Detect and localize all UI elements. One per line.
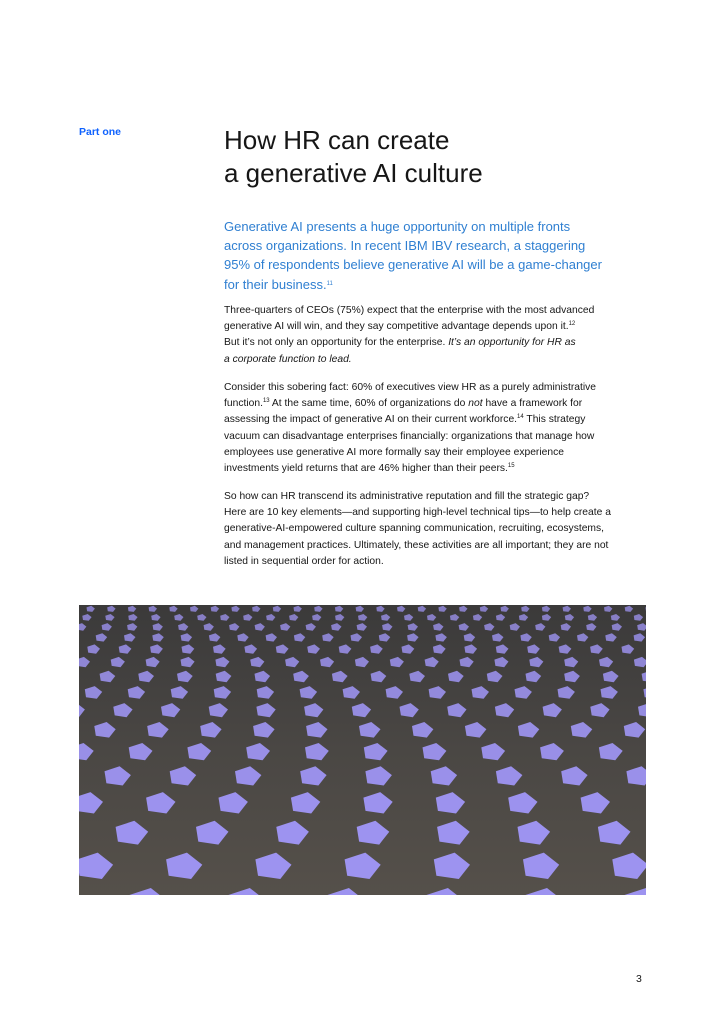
paragraph-line: Consider this sobering fact: 60% of executives view HR as a purely administrative bbox=[224, 382, 597, 393]
lede-line: Generative AI presents a huge opportunity on multiple fronts bbox=[224, 219, 571, 234]
paragraph-line bbox=[224, 412, 649, 428]
footnote-ref: 12 bbox=[568, 321, 576, 328]
lede-line: 95% of respondents believe generative AI will be a game-changer bbox=[224, 257, 602, 273]
footnote-ref: 11 bbox=[326, 280, 333, 287]
paragraph-text: This strategy bbox=[523, 414, 586, 426]
lede-line: across organizations. In recent IBM IBV research, a staggering bbox=[224, 238, 586, 254]
paragraph-text: function. bbox=[224, 398, 263, 410]
emphasis-text: a corporate function to lead. bbox=[224, 353, 352, 365]
page-title bbox=[224, 124, 664, 190]
section-label: Part one bbox=[79, 126, 122, 138]
paragraph-line: Here are 10 key elements—and supporting high-level technical tips—to help create a bbox=[224, 507, 611, 519]
paragraph-line: employees use generative AI more formally say their employee experience bbox=[224, 446, 564, 458]
body-paragraph-2 bbox=[224, 380, 649, 477]
paragraph-line: listed in sequential order for action. bbox=[224, 555, 384, 567]
page-number: 3 bbox=[636, 973, 642, 985]
solar-field-photo bbox=[79, 605, 646, 895]
paragraph-line bbox=[224, 461, 649, 477]
body-paragraph-1 bbox=[224, 303, 649, 368]
paragraph-line bbox=[224, 335, 649, 351]
paragraph-line bbox=[224, 352, 649, 368]
footnote-ref: 14 bbox=[517, 414, 524, 421]
lede-text: for their business. bbox=[224, 276, 327, 292]
paragraph-text: assessing the impact of generative AI on their current workforce. bbox=[224, 414, 518, 426]
title-line: a generative AI culture bbox=[224, 158, 483, 188]
paragraph-line bbox=[224, 396, 649, 412]
title-line: How HR can create bbox=[224, 125, 450, 155]
paragraph-text: generative AI will win, and they say competitive advantage depends upon it. bbox=[224, 321, 569, 333]
paragraph-line: So how can HR transcend its administrative reputation and fill the strategic gap? bbox=[224, 491, 590, 502]
paragraph-line: generative-AI-empowered culture spanning communication, recruiting, ecosystems, bbox=[224, 523, 605, 535]
paragraph-text: have a framework for bbox=[482, 398, 583, 410]
paragraph-text: At the same time, 60% of organizations do bbox=[269, 398, 469, 410]
emphasis-text: not bbox=[468, 398, 483, 410]
paragraph-line: Three-quarters of CEOs (75%) expect that the enterprise with the most advanced bbox=[224, 305, 595, 316]
lede-paragraph bbox=[224, 217, 644, 294]
paragraph-text: But it’s not only an opportunity for the enterprise. bbox=[224, 337, 449, 349]
footnote-ref: 13 bbox=[262, 398, 270, 405]
paragraph-text: investments yield returns that are 46% higher than their peers. bbox=[224, 463, 508, 475]
paragraph-line: and management practices. Ultimately, these activities are all important; they are not bbox=[224, 539, 609, 551]
footnote-ref: 15 bbox=[507, 463, 515, 470]
emphasis-text: It’s an opportunity for HR as bbox=[448, 337, 576, 349]
paragraph-line: vacuum can disadvantage enterprises financially: organizations that manage how bbox=[224, 430, 595, 442]
body-paragraph-3 bbox=[224, 489, 649, 570]
paragraph-line bbox=[224, 319, 649, 335]
lede-line bbox=[224, 275, 644, 294]
